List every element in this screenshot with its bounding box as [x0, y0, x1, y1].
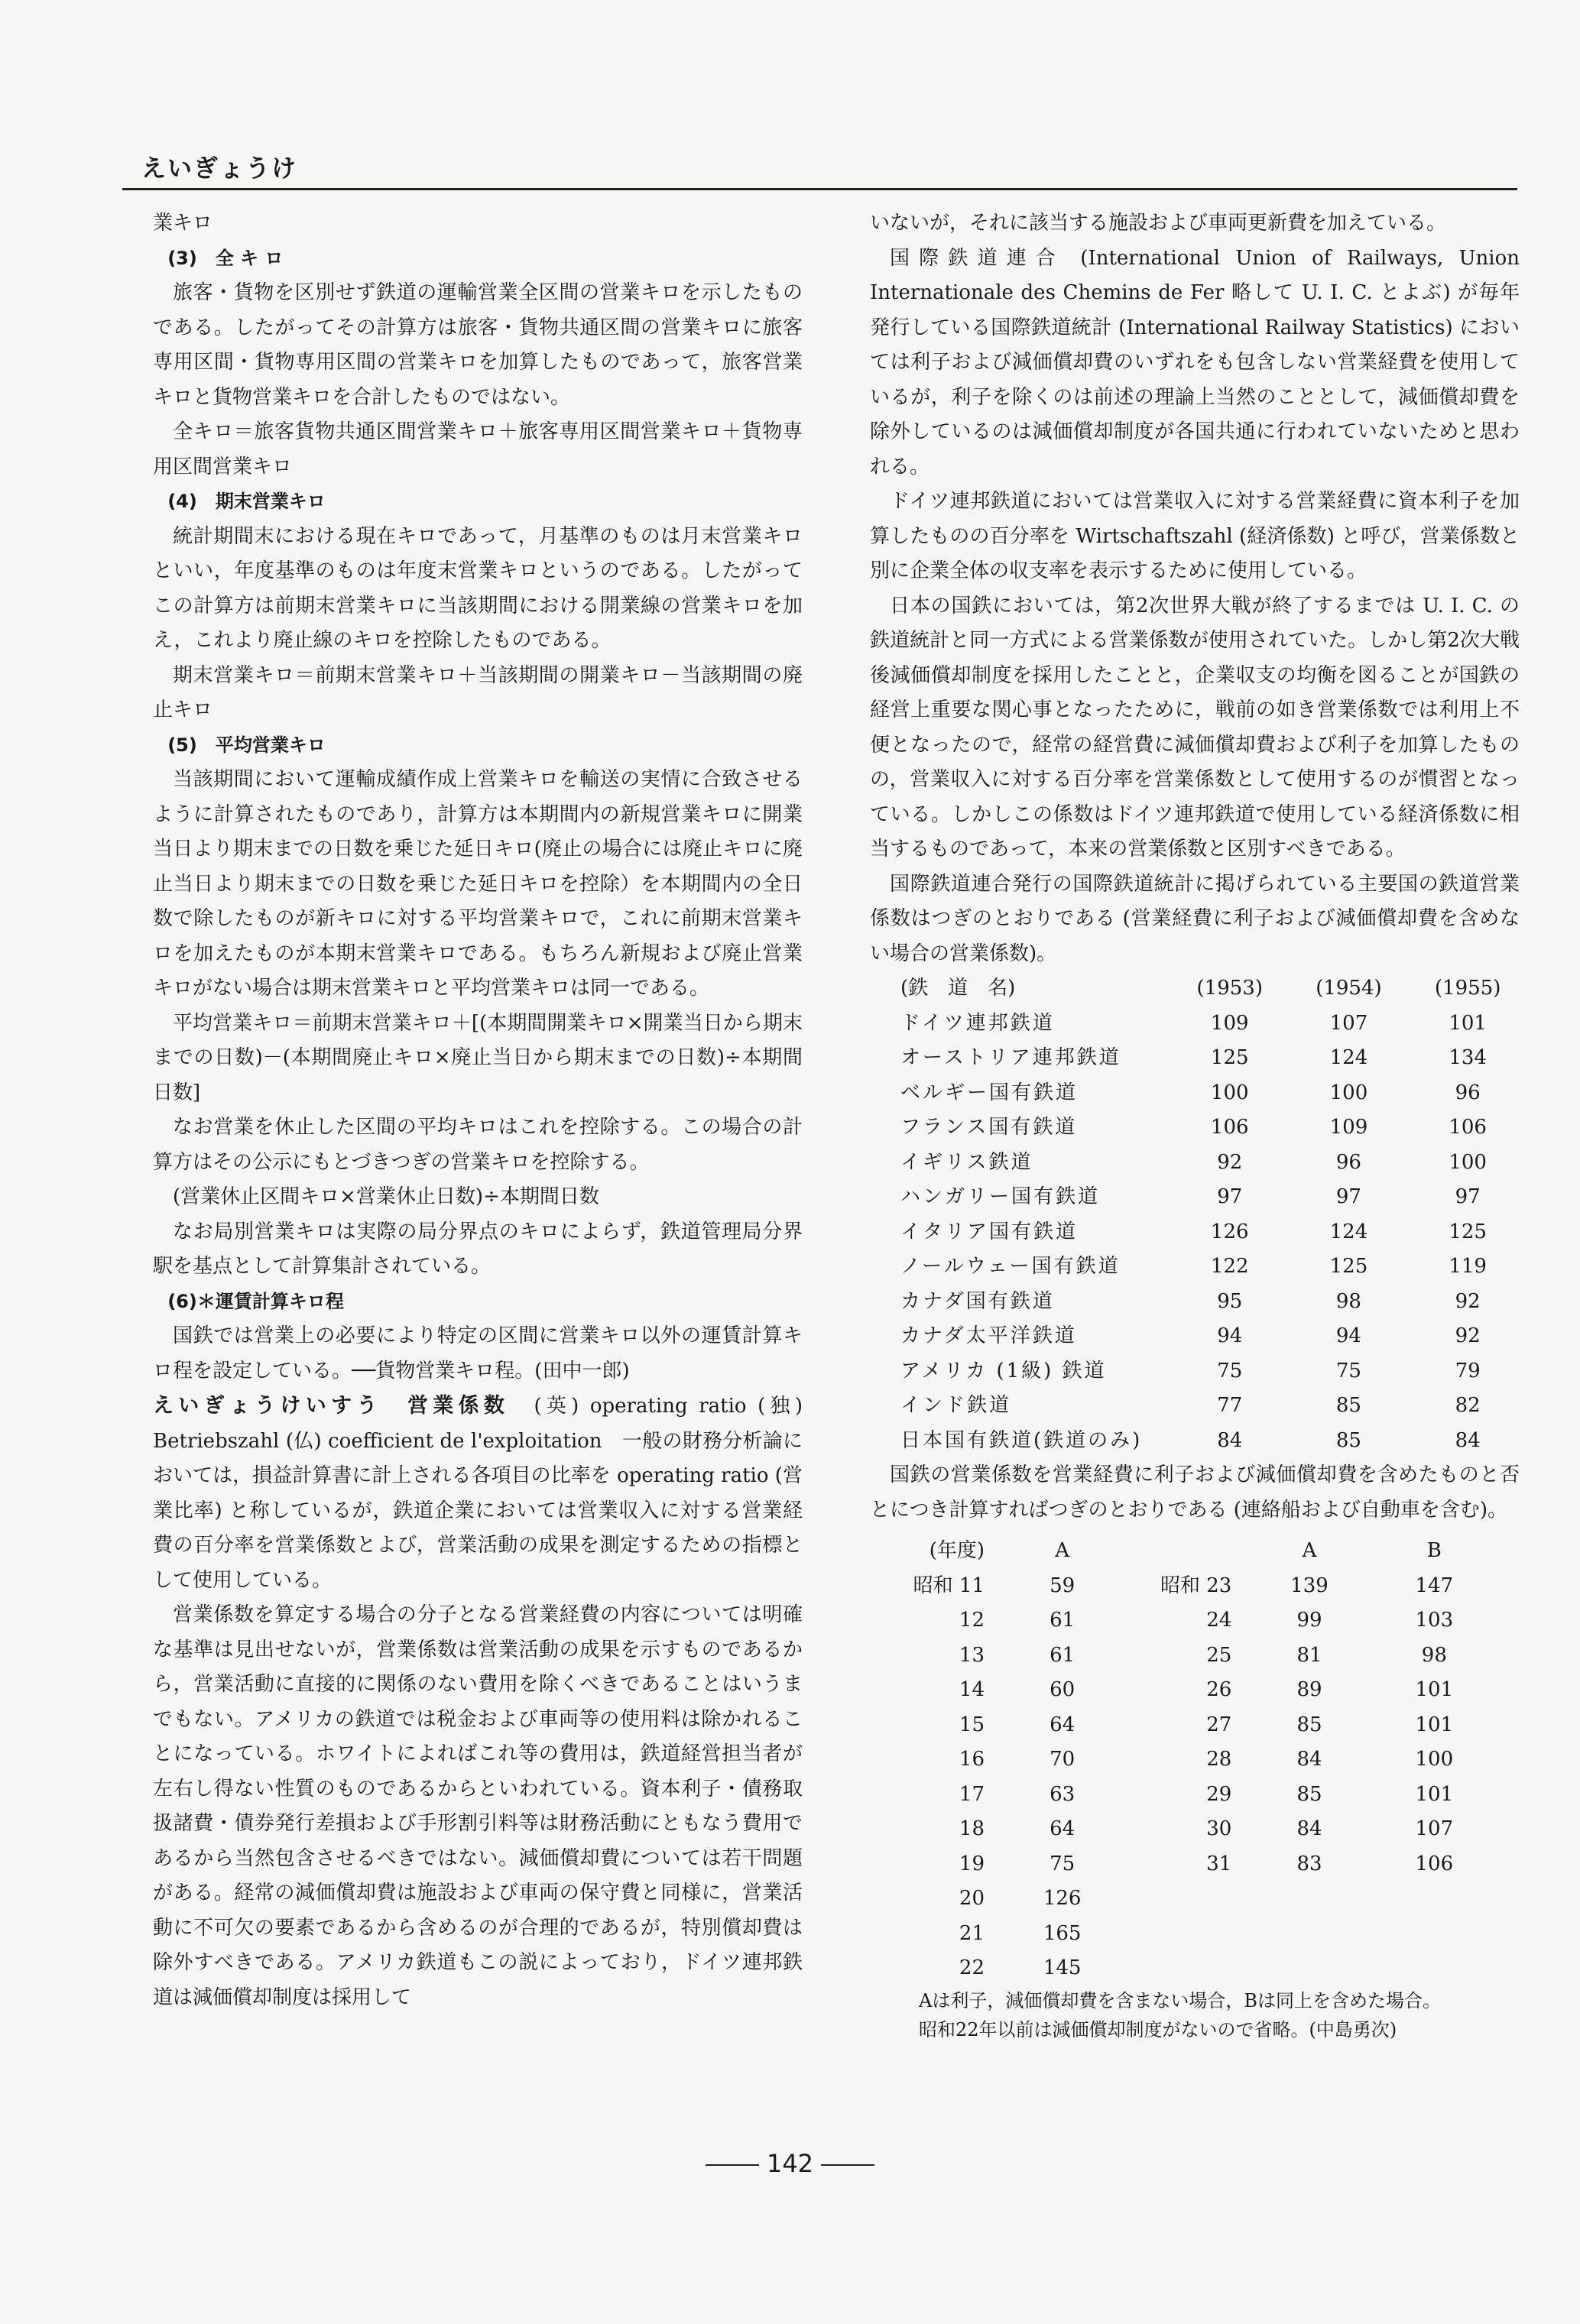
railway-name-cell: 日本国有鉄道(鉄道のみ)	[900, 1428, 1143, 1452]
ratio-cell: 103	[1415, 1609, 1454, 1632]
header-rule	[122, 188, 1517, 190]
table-note: Aは利子，減価償却費を含まない場合，Bは同上を含めた場合。	[919, 1989, 1441, 2011]
ratio-cell: 98	[1335, 1289, 1361, 1313]
section-heading-3: (3) 全 キ ロ	[167, 247, 284, 269]
year-cell: 20	[959, 1887, 985, 1910]
ratio-cell: 59	[1050, 1574, 1076, 1597]
ratio-cell: 96	[1455, 1081, 1481, 1104]
table-row	[900, 1180, 1527, 1215]
ratio-cell: 79	[1455, 1359, 1481, 1382]
running-header: えいぎょうけ	[141, 154, 298, 183]
entry-headword: えいぎょうけいすう 営業係数	[153, 1394, 510, 1418]
year-cell	[1124, 1917, 1247, 1952]
jnr-table-body	[900, 1569, 1497, 1986]
table-row	[900, 1006, 1527, 1042]
paragraph: 日本の国鉄においては，第2次世界大戦が終了するまでは U. I. C. の鉄道統計と同一方式による営業係数が使用されていた。しかし第2次大戦後減価償却制度を採用したことと，企業収支の均衡を図ることが国鉄の経営上重要な関心事となったために，戦前の如き営業係数では利用上不便となったので，経常の経営費に減価償却費および利子を加算したものの，営業収入に対する百分率を営業係数として使用するのが慣習となっている。しかしこの係数はドイツ連邦鉄道で使用している経済係数に相当するものであって，本来の営業係数と区別すべきである。	[870, 594, 1520, 861]
footer-dash	[821, 2164, 874, 2166]
table-row	[900, 1847, 1497, 1882]
paragraph: なお局別営業キロは実際の局分界点のキロによらず，鉄道管理局分界駅を基点として計算集計されている。	[153, 1220, 803, 1278]
table-header-cell: B	[1426, 1539, 1442, 1562]
ratio-cell: 61	[1050, 1643, 1076, 1667]
railway-name-cell: カナダ国有鉄道	[900, 1289, 1055, 1313]
ratio-cell: 101	[1415, 1713, 1454, 1736]
table-row	[900, 1882, 1497, 1917]
table-row	[900, 1812, 1497, 1847]
ratio-cell: 64	[1050, 1817, 1076, 1840]
table-row	[900, 1708, 1497, 1743]
ratio-cell: 100	[1449, 1150, 1487, 1174]
table-header-cell: (年度)	[929, 1539, 985, 1562]
ratio-cell: 92	[1217, 1150, 1243, 1174]
ratio-cell: 101	[1415, 1678, 1454, 1701]
ratio-cell: 63	[1050, 1782, 1076, 1806]
table-row	[900, 1778, 1497, 1813]
ratio-cell: 85	[1296, 1713, 1322, 1736]
railway-name-cell: ノールウェー国有鉄道	[900, 1255, 1121, 1278]
ratio-cell: 98	[1421, 1643, 1447, 1667]
ratio-cell: 97	[1455, 1185, 1481, 1208]
table-row	[900, 1638, 1497, 1674]
table-row	[900, 1354, 1527, 1389]
year-cell	[1124, 1882, 1247, 1917]
railway-name-cell: イギリス鉄道	[900, 1150, 1033, 1174]
year-cell	[1124, 1951, 1247, 1986]
entry-text: (英) operating ratio (独) Betriebszahl (仏) coefficient de l'exploitation 一般の財務分析論においては，損益計算書に計上される各項目の比率を operating ratio (営業比率) と称しているが，鉄道企業においては営業収入に対する営業経費の百分率を営業係数とよび，営業活動の成果を測定するための指標として使用している。	[153, 1395, 803, 1592]
ratio-cell: 94	[1217, 1324, 1243, 1347]
right-column	[870, 206, 1520, 2044]
ratio-cell: 83	[1296, 1852, 1322, 1875]
ratio-cell: 81	[1296, 1643, 1322, 1667]
ratio-cell: 82	[1455, 1394, 1481, 1417]
year-cell: 27	[1206, 1713, 1232, 1736]
table-row	[900, 1569, 1497, 1604]
left-column	[153, 206, 803, 2015]
railway-name-cell: アメリカ (1級) 鉄道	[900, 1359, 1107, 1382]
railway-name-cell: オーストリア連邦鉄道	[900, 1046, 1121, 1069]
year-cell: 17	[959, 1782, 985, 1806]
table-header-cell: (鉄 道 名)	[900, 977, 1016, 1000]
ratio-cell	[1247, 1917, 1371, 1952]
year-cell: 16	[959, 1748, 985, 1771]
year-cell: 12	[959, 1609, 985, 1632]
paragraph: なお営業を休止した区間の平均キロはこれを控除する。この場合の計算方はその公示にもとづきつぎの営業キロを控除する。	[153, 1116, 803, 1174]
year-cell: 26	[1206, 1678, 1232, 1701]
ratio-cell: 96	[1335, 1150, 1361, 1174]
ratio-cell: 92	[1455, 1324, 1481, 1347]
table-row	[900, 1424, 1527, 1459]
railway-name-cell: ベルギー国有鉄道	[900, 1081, 1079, 1104]
ratio-cell	[1372, 1882, 1497, 1917]
ratio-cell: 106	[1449, 1116, 1487, 1139]
ratio-cell: 101	[1449, 1011, 1487, 1035]
ratio-cell: 109	[1329, 1116, 1368, 1139]
formula: 全キロ＝旅客貨物共通区間営業キロ＋旅客専用区間営業キロ＋貨物専用区間営業キロ	[153, 420, 803, 478]
year-cell: 29	[1206, 1782, 1232, 1806]
year-cell: 22	[959, 1956, 985, 1979]
ratio-cell: 139	[1290, 1574, 1329, 1597]
paragraph: 統計期間末における現在キロであって，月基準のものは月末営業キロといい，年度基準のものは年度末営業キロというのである。したがってこの計算方は前期末営業キロに当該期間における開業線の営業キロを加え，これより廃止線のキロを控除したものである。	[153, 524, 803, 652]
year-cell: 31	[1206, 1852, 1232, 1875]
ratio-cell: 99	[1296, 1609, 1322, 1632]
ratio-cell: 107	[1329, 1011, 1368, 1035]
table-row	[900, 1250, 1527, 1285]
ratio-cell: 125	[1210, 1046, 1249, 1069]
ratio-cell: 165	[1043, 1921, 1082, 1945]
ratio-cell: 95	[1217, 1289, 1243, 1313]
ratio-cell: 125	[1329, 1255, 1368, 1278]
ratio-cell: 147	[1415, 1574, 1454, 1597]
year-cell: 24	[1206, 1609, 1232, 1632]
ratio-cell: 126	[1210, 1220, 1249, 1243]
section-heading-6: (6)＊運賃計算キロ程	[167, 1290, 344, 1312]
ratio-cell: 126	[1043, 1887, 1082, 1910]
ratio-cell: 97	[1217, 1185, 1243, 1208]
continued-text: いないが，それに該当する施設および車両更新費を加えている。	[870, 212, 1447, 235]
year-cell: 25	[1206, 1643, 1232, 1667]
ratio-cell: 107	[1415, 1817, 1454, 1840]
ratio-cell	[1372, 1917, 1497, 1952]
railway-name-cell: ハンガリー国有鉄道	[900, 1185, 1101, 1208]
year-cell: 21	[959, 1921, 985, 1945]
ratio-cell: 100	[1415, 1748, 1454, 1771]
ratio-cell: 106	[1415, 1852, 1454, 1875]
paragraph: 国際鉄道連合 (International Union of Railways, Union Internationale des Chemins de Fer 略して U. I. C. とよぶ) が毎年発行している国際鉄道統計 (International Railway Statistics) においては利子および減価償却費のいずれをも包含しない営業経費を使用しているが，利子を除くのは前述の理論上当然のこととして，減価償却費を除外しているのは減価償却制度が各国共通に行われていないためと思われる。	[870, 246, 1520, 478]
year-cell: 19	[959, 1852, 985, 1875]
table-header-row	[900, 1534, 1497, 1569]
ratio-cell: 64	[1050, 1713, 1076, 1736]
railway-name-cell: カナダ太平洋鉄道	[900, 1324, 1077, 1347]
ratio-cell: 84	[1455, 1428, 1481, 1452]
paragraph: 国鉄の営業係数を営業経費に利子および減価償却費を含めたものと否とにつき計算すればつぎのとおりである (連絡船および自動車を含む)。	[870, 1463, 1520, 1522]
ratio-cell: 70	[1050, 1748, 1076, 1771]
table-header-cell	[1124, 1534, 1247, 1569]
formula: 期末営業キロ＝前期末営業キロ＋当該期間の開業キロ－当該期間の廃止キロ	[153, 663, 803, 721]
table-header-cell: (1953)	[1196, 977, 1263, 1000]
table-row	[900, 1742, 1497, 1778]
ratio-cell: 124	[1329, 1220, 1368, 1243]
ratio-cell: 75	[1335, 1359, 1361, 1382]
year-cell: 昭和 23	[1160, 1574, 1232, 1597]
ratio-cell	[1247, 1951, 1371, 1986]
table-row	[900, 1076, 1527, 1111]
paragraph: 旅客・貨物を区別せず鉄道の運輸営業全区間の営業キロを示したものである。したがってその計算方は旅客・貨物共通区間の営業キロに旅客専用区間・貨物専用区間の営業キロを加算したものであって，旅客営業キロと貨物営業キロを合計したものではない。	[153, 281, 803, 409]
ratio-cell: 92	[1455, 1289, 1481, 1313]
year-cell: 14	[959, 1678, 985, 1701]
paragraph: 国際鉄道連合発行の国際鉄道統計に掲げられている主要国の鉄道営業係数はつぎのとおりである (営業経費に利子および減価償却費を含めない場合の営業係数)。	[870, 872, 1520, 965]
ratio-cell: 75	[1217, 1359, 1243, 1382]
dictionary-entry	[153, 1389, 803, 1598]
ratio-cell: 85	[1335, 1428, 1361, 1452]
ratio-cell	[1247, 1882, 1371, 1917]
railway-name-cell: ドイツ連邦鉄道	[900, 1011, 1055, 1035]
table-row	[900, 1673, 1497, 1708]
ratio-cell: 124	[1329, 1046, 1368, 1069]
table-row	[900, 1041, 1527, 1076]
table-header-row	[900, 971, 1527, 1006]
ratio-cell	[1372, 1951, 1497, 1986]
ratio-cell: 100	[1210, 1081, 1249, 1104]
ratio-cell: 84	[1296, 1748, 1322, 1771]
table-row	[900, 1146, 1527, 1181]
railway-name-cell: インド鉄道	[900, 1394, 1012, 1417]
page-number: 142	[766, 2149, 814, 2178]
table-header-cell: (1955)	[1434, 977, 1501, 1000]
ratio-cell: 109	[1210, 1011, 1249, 1035]
ratio-cell: 119	[1449, 1255, 1487, 1278]
footer-dash	[706, 2164, 759, 2166]
table-header-cell: A	[1055, 1539, 1070, 1562]
year-cell: 28	[1206, 1748, 1232, 1771]
ratio-cell: 134	[1449, 1046, 1487, 1069]
formula: (営業休止区間キロ×営業休止日数)÷本期間日数	[173, 1185, 599, 1208]
table-row	[900, 1285, 1527, 1320]
year-cell: 15	[959, 1713, 985, 1736]
paragraph: ドイツ連邦鉄道においては営業収入に対する営業経費に資本利子を加算したものの百分率を Wirtschaftszahl (経済係数) と呼び，営業係数と別に企業全体の収支率を表示するために使用している。	[870, 490, 1520, 582]
ratio-cell: 100	[1329, 1081, 1368, 1104]
ratio-cell: 94	[1335, 1324, 1361, 1347]
table-row	[900, 1110, 1527, 1146]
ratio-cell: 75	[1050, 1852, 1076, 1875]
ratio-cell: 122	[1210, 1255, 1249, 1278]
paragraph: 国鉄では営業上の必要により特定の区間に営業キロ以外の運賃計算キロ程を設定している。──貨物営業キロ程。(田中一郎)	[153, 1324, 803, 1382]
ratio-cell: 77	[1217, 1394, 1243, 1417]
railway-name-cell: イタリア国有鉄道	[900, 1220, 1079, 1243]
paragraph: 当該期間において運輸成績作成上営業キロを輸送の実情に合致させるように計算されたものであり，計算方は本期間内の新規営業キロに開業当日より期末までの日数を乗じた延日キロ(廃止の場合には廃止キロに廃止当日より期末までの日数を乗じた延日キロを控除）を本期間内の全日数で除したものが新キロに対する平均営業キロで，これに前期末営業キロを加えたものが本期末営業キロである。もちろん新規および廃止営業キロがない場合は期末営業キロと平均営業キロは同一である。	[153, 768, 803, 1000]
year-cell: 18	[959, 1817, 985, 1840]
paragraph: 営業係数を算定する場合の分子となる営業経費の内容については明確な基準は見出せないが，営業係数は営業活動の成果を示すものであるから，営業活動に直接的に関係のない費用を除くべきであることはいうまでもない。アメリカの鉄道では税金および車両等の使用料は除かれることになっている。ホワイトによればこれ等の費用は，鉄道経営担当者が左右し得ない性質のものであるからといわれている。資本利子・債務取扱諸費・債券発行差損および手形割引料等は財務活動にともなう費用であるから当然包含させるべきではない。減価償却費については若干問題がある。経常の減価償却費は施設および車両の保守費と同様に，営業活動に不可欠の要素であるから含めるのが合理的であるが，特別償却費は除外すべきである。アメリカ鉄道もこの説によっており，ドイツ連邦鉄道は減価償却制度は採用して	[153, 1603, 803, 2009]
ratio-cell: 85	[1296, 1782, 1322, 1806]
section-heading-5: (5) 平均営業キロ	[167, 734, 326, 756]
ratio-cell: 101	[1415, 1782, 1454, 1806]
ratio-cell: 84	[1217, 1428, 1243, 1452]
ratio-cell: 106	[1210, 1116, 1249, 1139]
year-cell: 13	[959, 1643, 985, 1667]
formula: 平均営業キロ＝前期末営業キロ＋[(本期間開業キロ×開業当日から期末までの日数)－(本期間廃止キロ×廃止当日から期末までの日数)÷本期間日数]	[153, 1011, 803, 1104]
ratio-cell: 89	[1296, 1678, 1322, 1701]
table-row	[900, 1951, 1497, 1986]
jnr-ratio-table	[900, 1534, 1497, 1986]
railway-ratio-table	[900, 971, 1527, 1458]
ratio-cell: 125	[1449, 1220, 1487, 1243]
table-row	[900, 1603, 1497, 1638]
section-heading-4: (4) 期末営業キロ	[167, 491, 326, 512]
railway-name-cell: フランス国有鉄道	[900, 1116, 1078, 1139]
page-footer	[0, 2149, 1580, 2178]
continued-text: 業キロ	[153, 212, 213, 235]
table-note: 昭和22年以前は減価償却制度がないので省略。(中島勇次)	[919, 2018, 1397, 2040]
table-header-cell: (1954)	[1316, 977, 1382, 1000]
table-row	[900, 1389, 1527, 1424]
table-row	[900, 1215, 1527, 1250]
table-row	[900, 1319, 1527, 1354]
year-cell: 昭和 11	[913, 1574, 985, 1597]
table-row	[900, 1917, 1497, 1952]
ratio-cell: 145	[1043, 1956, 1082, 1979]
ratio-cell: 84	[1296, 1817, 1322, 1840]
railway-table-body	[900, 1006, 1527, 1459]
ratio-cell: 61	[1050, 1609, 1076, 1632]
ratio-cell: 60	[1050, 1678, 1076, 1701]
ratio-cell: 85	[1335, 1394, 1361, 1417]
year-cell: 30	[1206, 1817, 1232, 1840]
ratio-cell: 97	[1335, 1185, 1361, 1208]
table-header-cell: A	[1302, 1539, 1317, 1562]
